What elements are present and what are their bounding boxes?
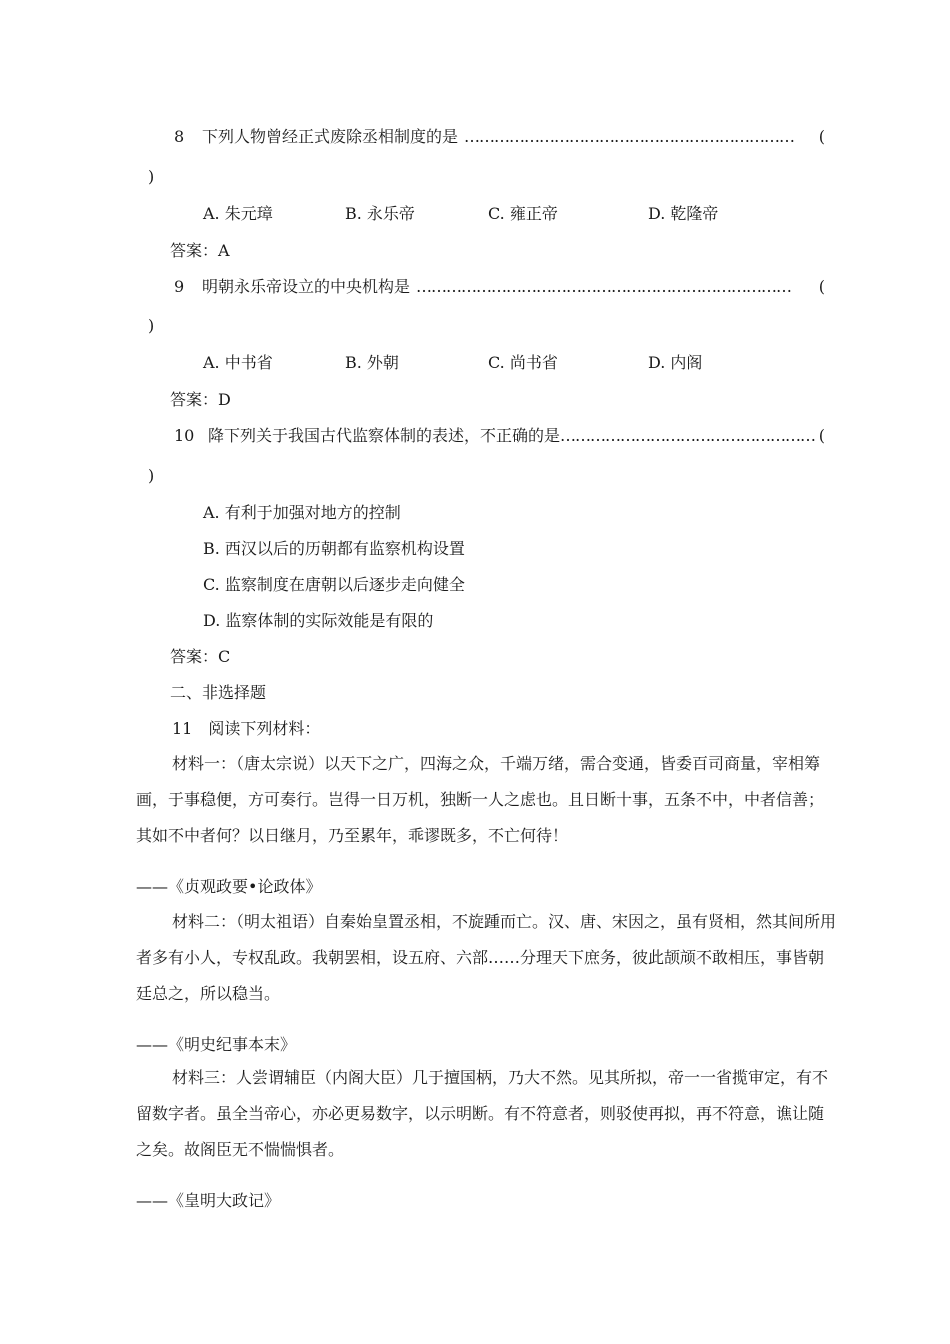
q8-answer: 答案：A	[170, 241, 230, 260]
q10-option-d: D. 监察体制的实际效能是有限的	[203, 611, 434, 630]
q10-answer: 答案：C	[170, 647, 231, 666]
q8-option-c: C. 雍正帝	[488, 204, 558, 223]
q8-leader-dots: …………………………………………………………	[464, 127, 795, 146]
q11-intro: 11 阅读下列材料：	[172, 719, 321, 738]
q9-answer: 答案：D	[170, 390, 231, 409]
q8-paren-open: (	[818, 127, 825, 146]
q10-leader-dots: ……………………………………………	[560, 426, 816, 445]
q10-stem	[174, 425, 825, 447]
q9-leader-dots: …………………………………………………………………	[416, 277, 792, 296]
material-1-text: 材料一：（唐太宗说）以天下之广，四海之众，千端万绪，需合变通，皆委百司商量，宰相筹画，于事稳便，方可奏行。岂得一日万机，独断一人之虑也。且日断十事，五条不中，中者信善；其如不中者何？以日继月，乃至累年，乖谬既多，不亡何待！	[136, 754, 825, 845]
material-2-source: ——《明史纪事本末》	[136, 1035, 297, 1054]
q8-stem	[174, 126, 825, 148]
section-title: 二、非选择题	[170, 683, 267, 702]
q8-option-d: D. 乾隆帝	[648, 204, 719, 223]
material-3-source: ——《皇明大政记》	[136, 1191, 281, 1210]
q9-option-c: C. 尚书省	[488, 353, 558, 372]
material-2-text: 材料二：（明太祖语）自秦始皇置丞相，不旋踵而亡。汉、唐、宋因之，虽有贤相，然其间所用者多有小人，专权乱政。我朝罢相，设五府、六部……分理天下庶务，彼此颉颃不敢相压，事皆朝廷总之，所以稳当。	[136, 912, 837, 1003]
q9-option-b: B. 外朝	[345, 353, 399, 372]
q10-paren-close: )	[148, 466, 155, 485]
q8-text: 下列人物曾经正式废除丞相制度的是	[202, 127, 459, 146]
q8-number: 8	[174, 127, 185, 146]
q10-text: 降下列关于我国古代监察体制的表述，不正确的是	[208, 426, 561, 445]
q10-option-a: A. 有利于加强对地方的控制	[203, 503, 401, 522]
q8-option-a: A. 朱元璋	[203, 204, 273, 223]
q9-number: 9	[174, 277, 185, 296]
q9-option-d: D. 内阁	[648, 353, 703, 372]
material-3-text: 材料三：人尝谓辅臣（内阁大臣）几于擅国柄，乃大不然。见其所拟，帝一一省揽审定，有不留数字者。虽全当帝心，亦必更易数字，以示明断。有不符意者，则驳使再拟，再不符意，谯让随之矣。故阁臣无不惴惴惧者。	[136, 1068, 829, 1159]
q9-option-a: A. 中书省	[203, 353, 273, 372]
q10-option-b: B. 西汉以后的历朝都有监察机构设置	[203, 539, 465, 558]
q10-number: 10	[174, 426, 195, 445]
q8-paren-close: )	[148, 167, 155, 186]
q9-paren-open: (	[818, 277, 825, 296]
q8-option-b: B. 永乐帝	[345, 204, 415, 223]
q9-stem	[174, 276, 825, 298]
q10-option-c: C. 监察制度在唐朝以后逐步走向健全	[203, 575, 465, 594]
q9-text: 明朝永乐帝设立的中央机构是	[202, 277, 411, 296]
q10-paren-open: (	[818, 426, 825, 445]
q9-paren-close: )	[148, 316, 155, 335]
material-1-source: ——《贞观政要•论政体》	[136, 877, 322, 896]
